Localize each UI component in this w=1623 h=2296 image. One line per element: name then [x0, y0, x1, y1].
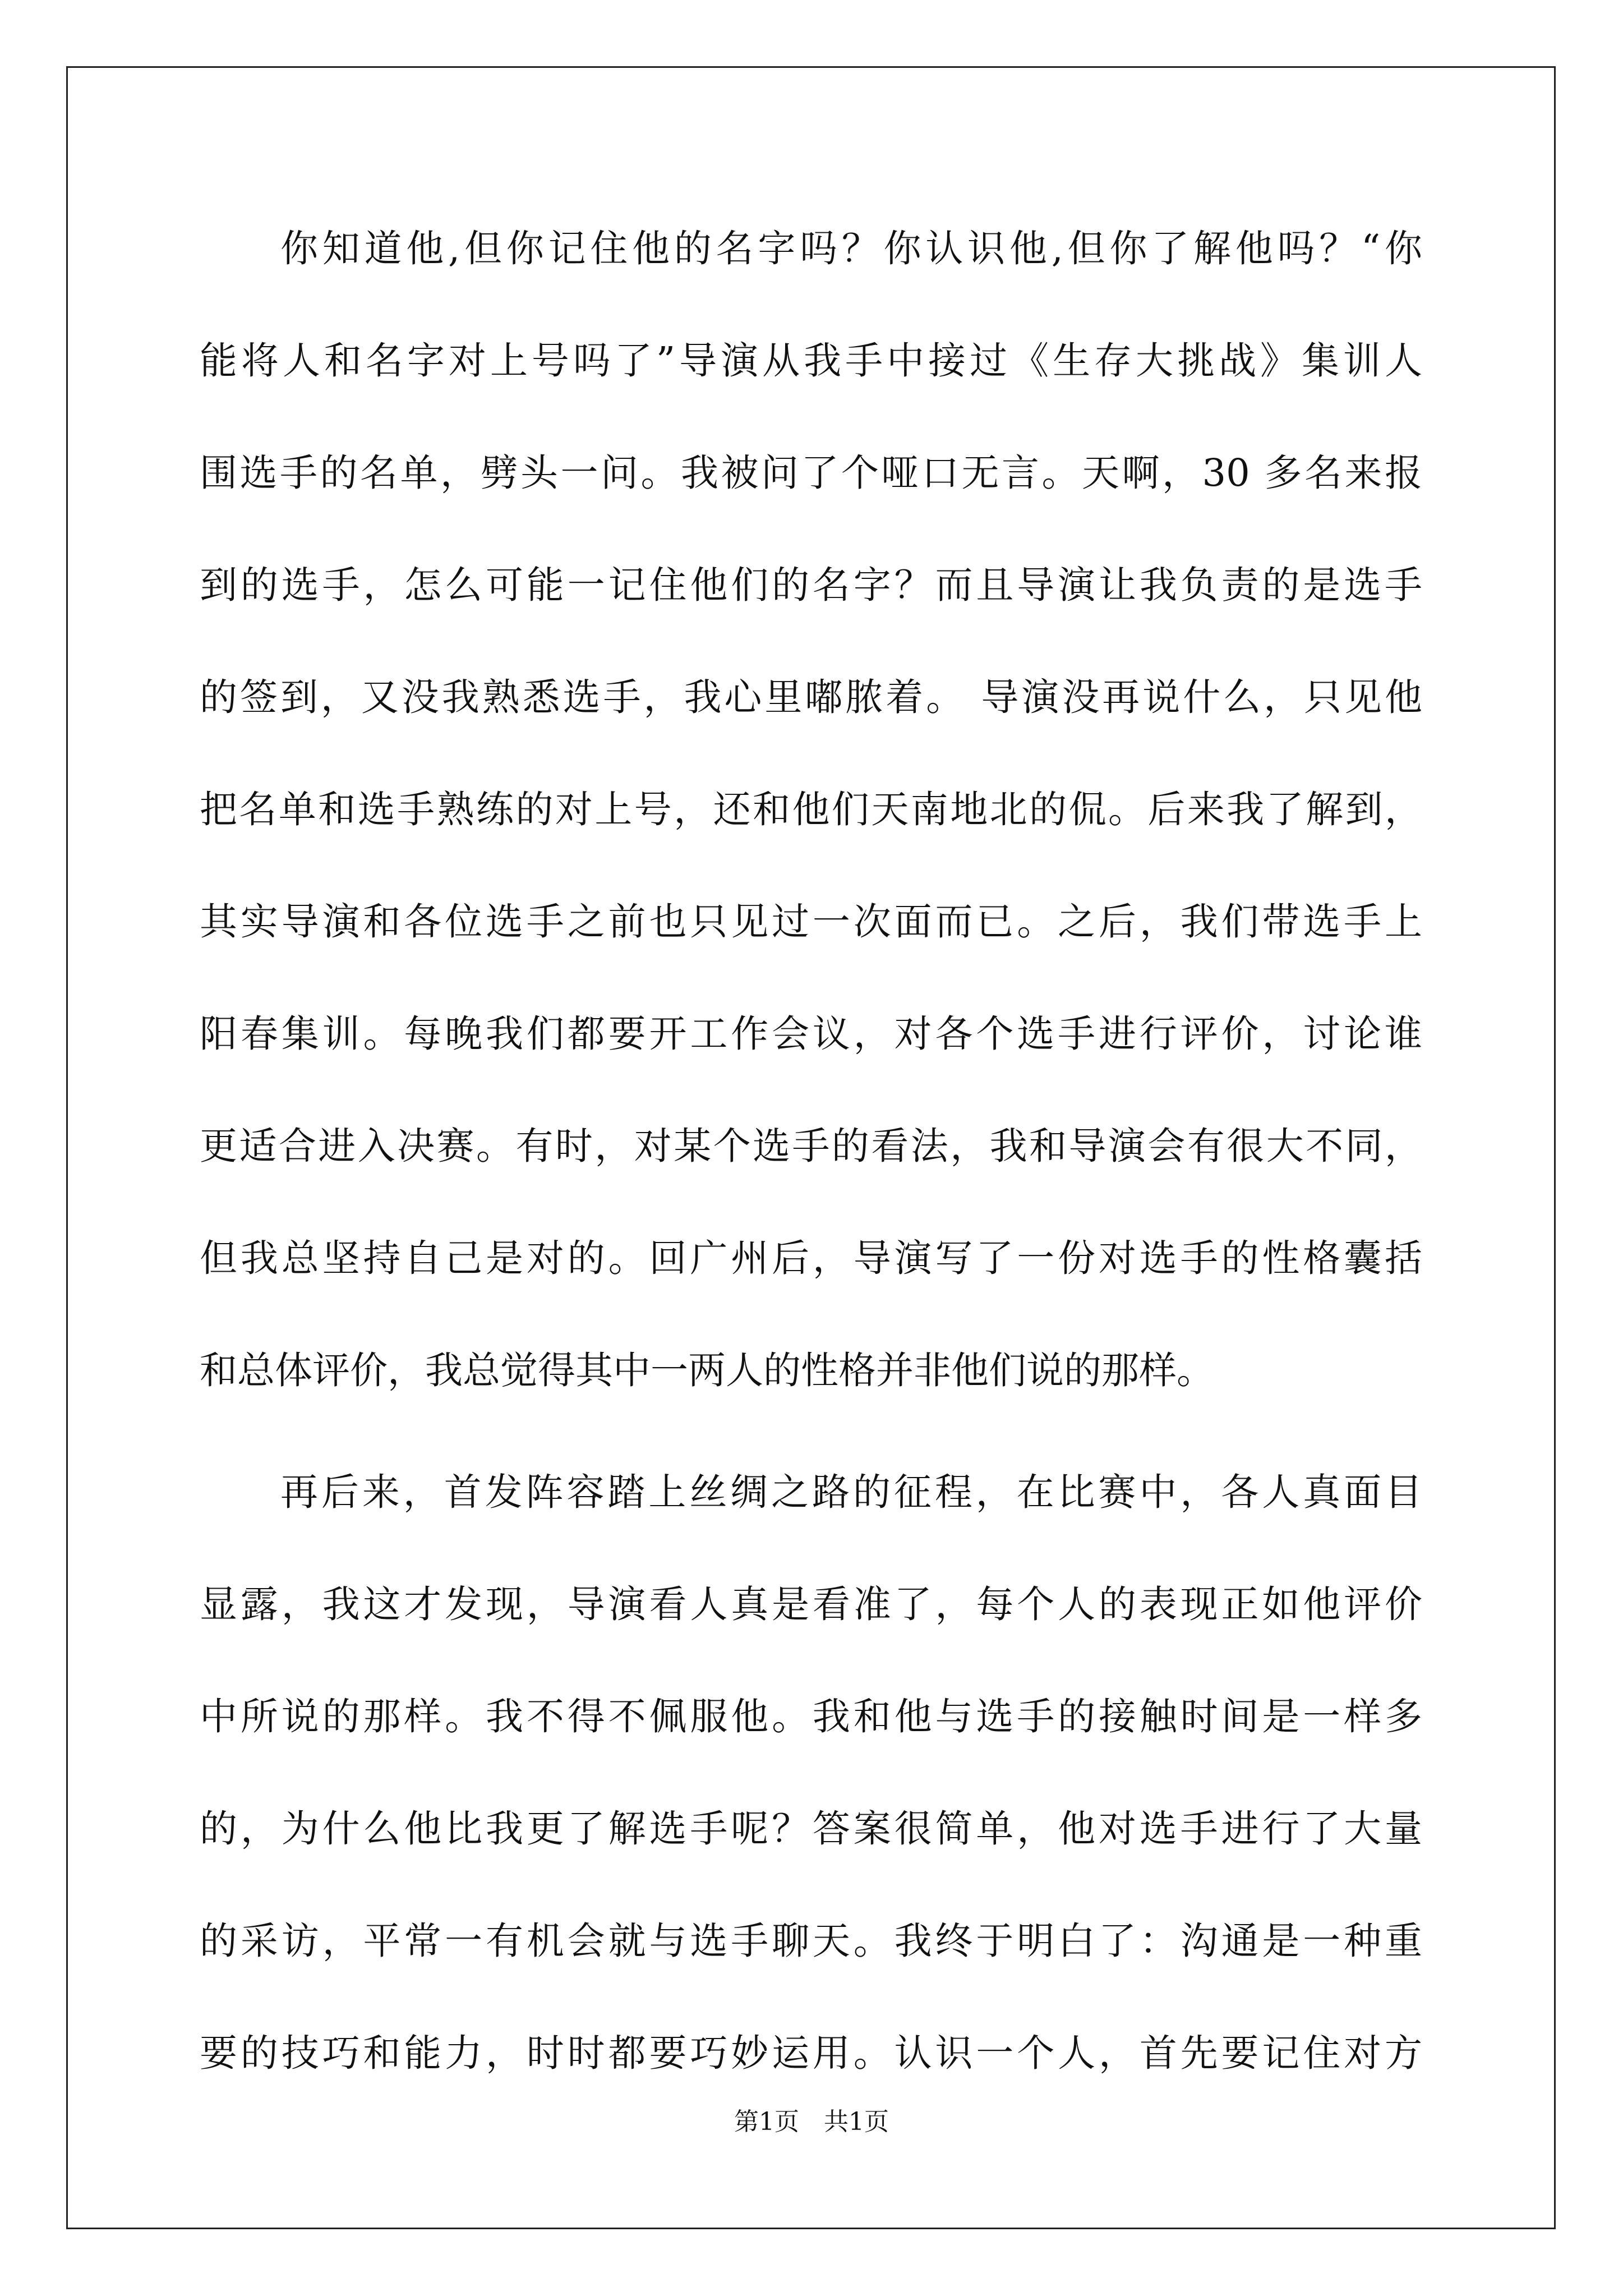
- paragraph-1-line-6: 把名单和选手熟练的对上号，还和他们天南地北的侃。后来我了解到，: [200, 788, 1422, 831]
- paragraph-2-line-3: 中所说的那样。我不得不佩服他。我和他与选手的接触时间是一样多: [200, 1695, 1422, 1738]
- page-footer: 第1页 共1页: [734, 2108, 889, 2136]
- paragraph-2-line-1: 再后来，首发阵容踏上丝绸之路的征程，在比赛中，各人真面目: [280, 1470, 1422, 1514]
- paragraph-2-line-4: 的，为什么他比我更了解选手呢？答案很简单，他对选手进行了大量: [200, 1807, 1422, 1851]
- paragraph-2-line-5: 的采访，平常一有机会就与选手聊天。我终于明白了：沟通是一种重: [200, 1919, 1422, 1963]
- paragraph-1-line-4: 到的选手，怎么可能一记住他们的名字？而且导演让我负责的是选手: [200, 563, 1422, 607]
- paragraph-1-line-9: 更适合进入决赛。有时，对某个选手的看法，我和导演会有很大不同，: [200, 1124, 1422, 1168]
- paragraph-2-line-6: 要的技巧和能力，时时都要巧妙运用。认识一个人，首先要记住对方: [200, 2031, 1422, 2075]
- paragraph-1-line-10: 但我总坚持自己是对的。回广州后，导演写了一份对选手的性格囊括: [200, 1236, 1422, 1280]
- paragraph-2-line-2: 显露，我这才发现，导演看人真是看准了，每个人的表现正如他评价: [200, 1582, 1422, 1626]
- paragraph-1-line-5: 的签到，又没我熟悉选手，我心里嘟脓着。 导演没再说什么，只见他: [200, 675, 1422, 719]
- paragraph-1-line-7: 其实导演和各位选手之前也只见过一次面而已。之后，我们带选手上: [200, 900, 1422, 944]
- paragraph-1-line-2: 能将人和名字对上号吗了”导演从我手中接过《生存大挑战》集训人: [200, 339, 1422, 383]
- paragraph-1-line-11: 和总体评价，我总觉得其中一两人的性格并非他们说的那样。: [200, 1349, 1214, 1392]
- paragraph-1-line-1: 你知道他,但你记住他的名字吗？你认识他,但你了解他吗？“你: [280, 227, 1422, 270]
- paragraph-1-line-3: 围选手的名单，劈头一问。我被问了个哑口无言。天啊，30 多名来报: [200, 451, 1422, 495]
- paragraph-1-line-8: 阳春集训。每晚我们都要开工作会议，对各个选手进行评价，讨论谁: [200, 1012, 1422, 1056]
